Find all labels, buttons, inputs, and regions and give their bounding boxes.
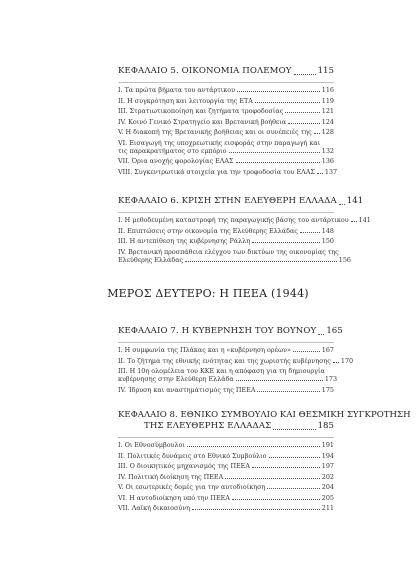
dot-leader <box>252 242 320 243</box>
dot-leader <box>351 221 357 222</box>
entry-title: II. Η συγκρότηση και λειτουργία της ΕΤΑ <box>118 96 253 105</box>
chapter-title: ΚΕΦΑΛΑΙΟ 5. ΟΙΚΟΝΟΜΙΑ ΠΟΛΕΜΟΥ <box>118 66 292 76</box>
dot-leader <box>185 261 337 262</box>
divider <box>118 82 334 83</box>
chapter-title: ΚΕΦΑΛΑΙΟ 8. ΕΘΝΙΚΟ ΣΥΜΒΟΥΛΙΟ ΚΑΙ ΘΕΣΜΙΚΗ ΣΥΓΚΡΟΤΗΣΗ <box>118 410 411 420</box>
chapter-page: 185 <box>317 421 334 431</box>
entry-title: II. Πολιτικές δυνάμεις στο Εθνικό Συμβούλιο <box>118 451 267 460</box>
toc-entry[interactable] <box>118 237 334 245</box>
entry-page: 167 <box>321 346 334 354</box>
entry-title: II. Το ζήτημα της εθνικής ενότητας και της χωριστής κυβέρνησης <box>118 356 331 365</box>
toc-entry[interactable] <box>118 139 334 155</box>
toc-entry[interactable] <box>118 494 334 502</box>
entry-page: 170 <box>340 356 354 365</box>
divider <box>118 212 334 213</box>
entry-title: I. Τα πρώτα βήματα του αντάρτικου <box>118 86 235 94</box>
toc-entry[interactable] <box>118 247 351 264</box>
section-list <box>118 86 338 176</box>
dot-leader <box>293 351 320 352</box>
entry-page: 119 <box>321 96 334 105</box>
chapter-heading[interactable] <box>118 326 343 337</box>
entry-title: IV. Βρετανική προσπάθεια ελέγχου των δικτύων της οικονομίας της <box>118 247 339 256</box>
toc-entry[interactable] <box>118 367 338 383</box>
toc-entry[interactable] <box>118 346 334 354</box>
toc-entry[interactable] <box>118 386 334 394</box>
entry-title: III. Στρατιωτικοποίηση και ζητήματα τροφοδοσίας <box>118 107 284 115</box>
toc-entry[interactable] <box>118 97 334 105</box>
toc-entry[interactable] <box>118 227 334 235</box>
toc-entry[interactable] <box>118 107 334 115</box>
toc-entry[interactable] <box>118 86 334 94</box>
part-title: ΜΕΡΟΣ ΔΕΥΤΕΡΟ: Η ΠΕΕΑ (1944) <box>107 287 309 300</box>
chapter-8 <box>118 410 411 512</box>
dot-leader <box>339 204 345 205</box>
entry-title: VII. Όρια ανοχής φορολογίας ΕΛΑΣ <box>118 157 234 165</box>
entry-title: III. Η αντεπίθεση της κυβέρνησης Ράλλη <box>118 237 251 245</box>
toc-entry[interactable] <box>118 462 334 470</box>
entry-title: II. Επιπτώσεις στην οικονομία της Ελεύθερης Ελλάδας <box>118 226 298 235</box>
dot-leader <box>255 102 320 103</box>
chapter-title: ΚΕΦΑΛΑΙΟ 7. Η ΚΥΒΕΡΝΗΣΗ ΤΟΥ ΒΟΥΝΟΥ <box>118 326 317 336</box>
dot-leader <box>236 380 323 381</box>
entry-title-cont: Ελεύθερης Ελλάδας <box>118 255 184 264</box>
entry-page: 137 <box>324 167 338 176</box>
dot-leader <box>187 446 320 447</box>
section-list <box>118 216 371 264</box>
chapter-6 <box>118 196 371 264</box>
entry-page: 141 <box>358 216 371 224</box>
section-list <box>118 441 334 512</box>
entry-title: VI. Η αυτοδιοίκηση υπό την ΠΕΕΑ <box>118 493 230 502</box>
dot-leader <box>232 499 320 500</box>
toc-entry[interactable] <box>118 216 371 224</box>
chapter-heading[interactable] <box>118 410 411 432</box>
entry-title: I. Η μεθοδευμένη καταστροφή της παραγωγικής βάσης του αντάρτικου <box>118 216 349 224</box>
entry-title: IV. Πολιτική διοίκηση της ΠΕΕΑ <box>118 472 224 481</box>
section-list <box>118 346 354 394</box>
chapter-page: 115 <box>317 66 334 76</box>
entry-page: 150 <box>321 237 334 245</box>
toc-entry[interactable] <box>118 473 334 481</box>
divider <box>118 342 334 343</box>
entry-page: 136 <box>321 157 334 165</box>
chapter-title-cont: ΤΗΣ ΕΛΕΥΘΕΡΗΣ ΕΛΛΑΔΑΣ <box>144 421 272 431</box>
dot-leader <box>285 112 320 113</box>
dot-leader <box>294 74 316 75</box>
entry-page: 191 <box>321 441 334 449</box>
toc-entry[interactable] <box>118 452 334 460</box>
dot-leader <box>236 162 320 163</box>
entry-title: VI. Εισαγωγή της υποχρεωτικής εισφοράς στην παραγωγή και <box>118 138 321 147</box>
entry-page: 197 <box>321 462 334 470</box>
entry-title-cont: τις παρακρατήματος στο εμπόριο <box>118 146 227 155</box>
dot-leader <box>273 429 315 430</box>
entry-page: 128 <box>321 128 334 136</box>
entry-page: 124 <box>321 117 334 126</box>
entry-page: 211 <box>321 504 334 512</box>
toc-entry[interactable] <box>118 356 354 365</box>
entry-title: V. Η διακοπή της Βρετανικής βοήθειας και οι συνέπειές της <box>118 128 312 136</box>
chapter-5 <box>118 66 338 176</box>
dot-leader <box>317 173 323 174</box>
entry-title-cont: κυβέρνησης στην Ελεύθερη Ελλάδα <box>118 375 234 383</box>
dot-leader <box>267 488 320 489</box>
toc-entry[interactable] <box>118 504 334 512</box>
chapter-heading[interactable] <box>118 66 334 77</box>
dot-leader <box>192 509 320 510</box>
dot-leader <box>237 91 320 92</box>
entry-page: 194 <box>321 451 334 460</box>
entry-page: 132 <box>321 146 334 155</box>
divider <box>118 437 334 438</box>
toc-entry[interactable] <box>118 118 334 126</box>
entry-page: 202 <box>321 472 334 481</box>
toc-entry[interactable] <box>118 167 338 176</box>
dot-leader <box>269 457 320 458</box>
toc-entry[interactable] <box>118 128 334 136</box>
entry-title: I. Οι Εθνοσύμβουλοι <box>118 441 185 449</box>
chapter-page: 165 <box>326 326 343 336</box>
entry-page: 173 <box>324 375 338 383</box>
dot-leader <box>314 133 320 134</box>
chapter-title: ΚΕΦΑΛΑΙΟ 6. ΚΡΙΣΗ ΣΤΗΝ ΕΛΕΥΘΕΡΗ ΕΛΛΑΔΑ <box>118 196 337 206</box>
chapter-page: 141 <box>346 196 364 206</box>
dot-leader <box>318 334 324 335</box>
toc-entry[interactable] <box>118 441 334 449</box>
entry-title: VIII. Συγκεντρωτικά στοιχεία για την τροφοδοσία του ΕΛΑΣ <box>118 167 315 176</box>
entry-page: 121 <box>321 107 334 115</box>
dot-leader <box>257 391 319 392</box>
toc-entry[interactable] <box>118 157 334 165</box>
entry-page: 204 <box>321 483 334 491</box>
entry-page: 175 <box>321 385 334 394</box>
entry-title: V. Οι εσωτερικές δομές για την αυτοδιοίκηση <box>118 483 266 491</box>
dot-leader <box>333 362 339 363</box>
entry-page: 116 <box>321 86 334 94</box>
dot-leader <box>288 123 320 124</box>
entry-title: I. Η συμφωνία της Πλάκας και η «κυβέρνηση ορέων» <box>118 346 291 354</box>
entry-page: 148 <box>321 226 334 235</box>
chapter-heading[interactable] <box>118 196 364 207</box>
dot-leader <box>225 478 320 479</box>
entry-title: III. Η 10η ολομέλεια του ΚΚΕ και η απόφαση για τη δημιουργία <box>118 367 325 375</box>
dot-leader <box>229 152 320 153</box>
entry-title: VII. Λαϊκή δικαιοσύνη <box>118 504 190 512</box>
entry-title: IV. Ίδρυση και αναστημάτισμός της ΠΕΕΑ <box>118 385 256 394</box>
chapter-7 <box>118 326 354 394</box>
entry-title: III. Ο διοικητικός μηχανισμός της ΠΕΕΑ <box>118 462 250 470</box>
entry-page: 156 <box>338 255 351 264</box>
dot-leader <box>252 467 320 468</box>
entry-page: 205 <box>321 493 334 502</box>
dot-leader <box>300 232 320 233</box>
toc-entry[interactable] <box>118 483 334 491</box>
entry-title: IV. Κοινό Γενικό Στρατηγείο και Βρετανική βοήθεια <box>118 117 287 126</box>
